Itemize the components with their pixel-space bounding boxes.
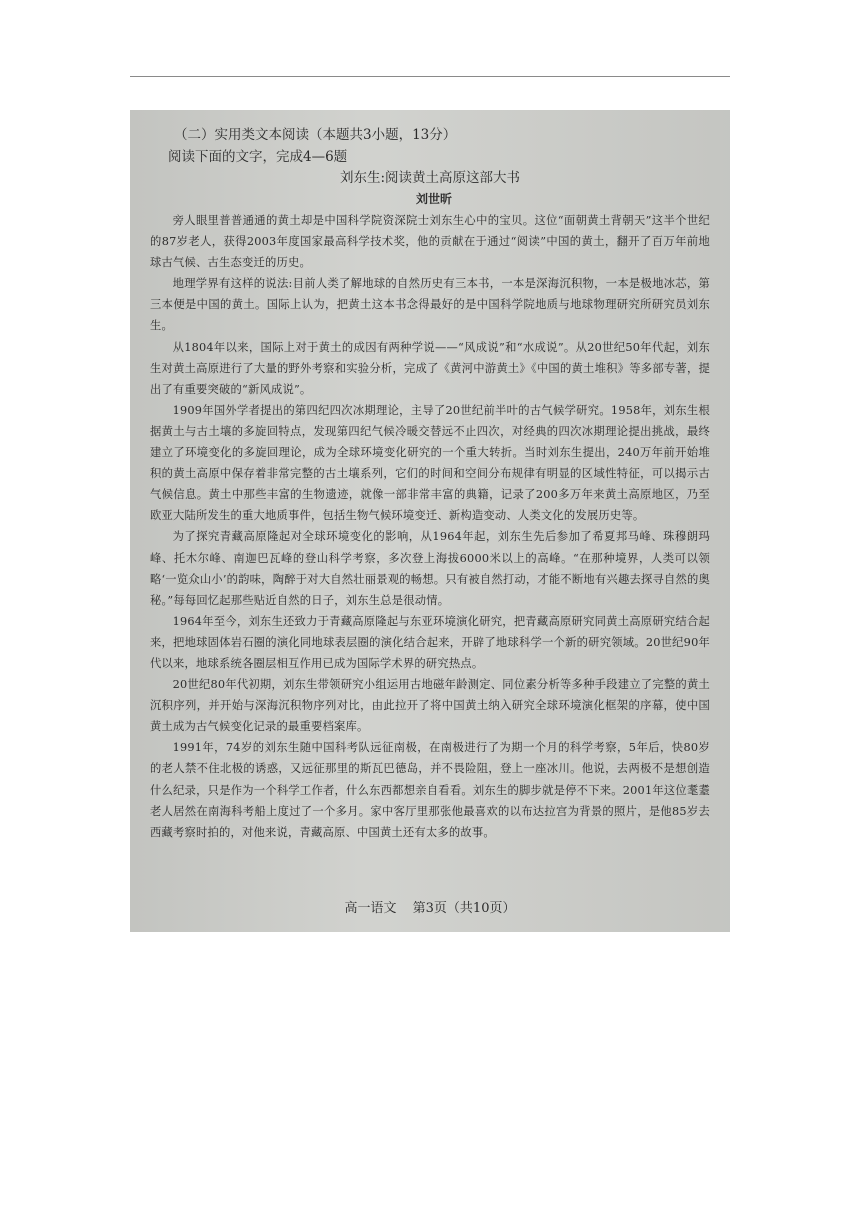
article-paragraph: 1909年国外学者提出的第四纪四次冰期理论，主导了20世纪前半叶的古气候学研究。1958年，刘东生根据黄土与古土壤的多旋回特点，发现第四纪气候冷暖交替远不止四次，对经典的四次冰期理论提出挑战，最终建立了环境变化的多旋回理论，成为全球环境变化研究的一个重大转折。当时刘东生提出，240万年前开始堆积的黄土高原中保存着非常完整的古土壤系列，它们的时间和空间分布规律有明显的区域性特征，可以揭示古气候信息。黄土中那些丰富的生物遗迹，就像一部非常丰富的典籍，记录了200多万年来黄土高原地区，乃至欧亚大陆所发生的重大地质事件，包括生物气候环境变迁、新构造变动、人类文化的发展历史等。	[150, 403, 710, 523]
article-title: 刘东生:阅读黄土高原这部大书	[339, 170, 521, 186]
article-paragraph: 地理学界有这样的说法:目前人类了解地球的自然历史有三本书，一本是深海沉积物，一本是极地冰芯，第三本便是中国的黄土。国际上认为，把黄土这本书念得最好的是中国科学院地质与地球物理研究所研究员刘东生。	[150, 277, 710, 333]
section-heading: （二）实用类文本阅读（本题共3小题，13分）	[174, 127, 457, 143]
article-paragraph: 1991年，74岁的刘东生随中国科考队远征南极，在南极进行了为期一个月的科学考察，5年后，快80岁的老人禁不住北极的诱惑，又远征那里的斯瓦巴德岛，并不畏险阻，登上一座冰川。他说，去两极不是想创造什么纪录，只是作为一个科学工作者，什么东西都想亲自看看。刘东生的脚步就是停不下来。2001年这位耄耋老人居然在南海科考船上度过了一个多月。家中客厅里那张他最喜欢的以布达拉宫为背景的照片，是他85岁去西藏考察时拍的，对他来说，青藏高原、中国黄土还有太多的故事。	[150, 741, 710, 839]
page-footer	[130, 897, 730, 916]
reading-instruction: 阅读下面的文字，完成4—6题	[168, 149, 348, 165]
article-author: 刘世昕	[415, 192, 452, 206]
footer-subject: 高一语文	[344, 901, 397, 916]
article-paragraph: 20世纪80年代初期，刘东生带领研究小组运用古地磁年龄测定、同位素分析等多种手段建立了完整的黄土沉积序列，并开始与深海沉积物序列对比，由此拉开了将中国黄土纳入研究全球环境演化框架的序幕，使中国黄土成为古气候变化记录的最重要档案库。	[150, 678, 710, 734]
footer-page-info: 第3页（共10页）	[412, 901, 516, 916]
article-paragraph: 旁人眼里普普通通的黄土却是中国科学院资深院士刘东生心中的宝贝。这位“面朝黄土背朝天”这半个世纪的87岁老人，获得2003年度国家最高科学技术奖，他的贡献在于通过“阅读”中国的黄土，翻开了百万年前地球古气候、古生态变迁的历史。	[150, 214, 710, 270]
article-paragraph: 为了探究青藏高原隆起对全球环境变化的影响，从1964年起，刘东生先后参加了希夏邦马峰、珠穆朗玛峰、托木尔峰、南迦巴瓦峰的登山科学考察，多次登上海拔6000米以上的高峰。“在那种境界，人类可以领略‘一览众山小’的韵味，陶醉于对大自然壮丽景观的畅想。只有被自然打动，才能不断地有兴趣去探寻自然的奥秘。”每每回忆起那些贴近自然的日子，刘东生总是很动情。	[150, 530, 710, 607]
top-divider	[130, 76, 730, 77]
exam-page-photo	[130, 110, 730, 932]
article-paragraph: 从1804年以来，国际上对于黄土的成因有两种学说——“风成说”和“水成说”。从20世纪50年代起，刘东生对黄土高原进行了大量的野外考察和实验分析，完成了《黄河中游黄土》《中国的黄土堆积》等多部专著，提出了有重要突破的“新风成说”。	[150, 340, 710, 396]
article-paragraph: 1964年至今，刘东生还致力于青藏高原隆起与东亚环境演化研究，把青藏高原研究同黄土高原研究结合起来，把地球固体岩石圈的演化同地球表层圈的演化结合起来，开辟了地球科学一个新的研究领域。20世纪90年代以来，地球系统各圈层相互作用已成为国际学术界的研究热点。	[150, 614, 710, 670]
